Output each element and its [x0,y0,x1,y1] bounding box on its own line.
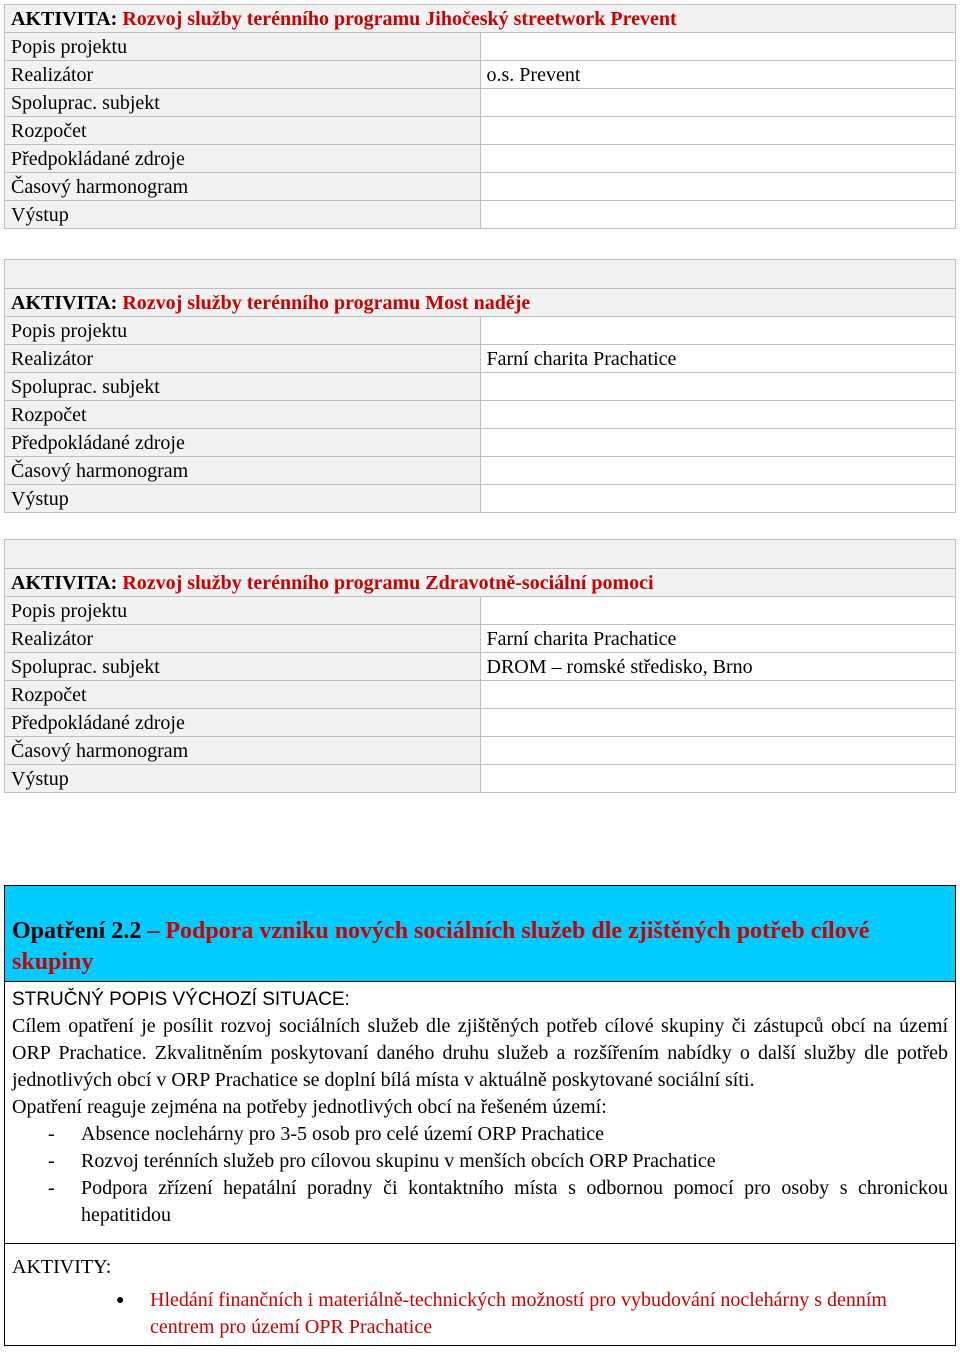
label-spoluprac: Spoluprac. subjekt [5,89,481,117]
activity-table-2 [4,259,956,513]
row-popis [5,33,956,61]
value-popis [480,33,956,61]
label-realizator: Realizátor [5,625,481,653]
value-zdroje [480,709,956,737]
activity-header [5,289,956,317]
label-vystup: Výstup [5,765,481,793]
row-spoluprac [5,653,956,681]
activity-header [5,569,956,597]
label-zdroje: Předpokládané zdroje [5,709,481,737]
measure-box [4,885,956,1346]
situation-paragraph: Cílem opatření je posílit rozvoj sociálních služeb dle zjištěných potřeb cílové skupiny či zástupců obcí na území ORP Prachatice. Zkvalitněním poskytovaní daného druhu služeb a rozšířením nabídky o další služby dle potřeb jednotlivých obcí v ORP Prachatice se doplní bílá místa v aktuálně poskytované sociální síti. [12,1015,948,1091]
value-harmonogram [480,457,956,485]
activity-header [5,5,956,33]
activity-title: Rozvoj služby terénního programu Zdravotně-sociální pomoci [122,571,654,594]
list-item: - Rozvoj terénních služeb pro cílovou skupinu v menších obcích ORP Prachatice [12,1148,948,1175]
value-zdroje [480,145,956,173]
label-zdroje: Předpokládané zdroje [5,429,481,457]
row-zdroje [5,709,956,737]
row-harmonogram [5,737,956,765]
activity-title: Rozvoj služby terénního programu Jihočeský streetwork Prevent [122,7,677,30]
activity-prefix: AKTIVITA: [11,291,118,314]
row-spoluprac [5,373,956,401]
value-vystup [480,765,956,793]
row-rozpocet [5,401,956,429]
value-vystup [480,485,956,513]
label-zdroje: Předpokládané zdroje [5,145,481,173]
activity-table-1 [4,4,956,229]
value-rozpocet [480,401,956,429]
row-spoluprac [5,89,956,117]
row-vystup [5,201,956,229]
row-realizator [5,61,956,89]
value-popis [480,317,956,345]
row-zdroje [5,145,956,173]
spacer [4,793,956,885]
label-realizator: Realizátor [5,345,481,373]
row-realizator [5,345,956,373]
value-realizator: Farní charita Prachatice [480,625,956,653]
list-item: - Podpora zřízení hepatální poradny či kontaktního místa s odbornou pomocí pro osoby s chronickou hepatitidou [12,1175,948,1229]
value-spoluprac: DROM – romské středisko, Brno [480,653,956,681]
value-rozpocet [480,117,956,145]
measure-header [5,886,955,982]
activity-title: Rozvoj služby terénního programu Most naděje [122,291,531,314]
value-realizator: Farní charita Prachatice [480,345,956,373]
needs-intro: Opatření reaguje zejména na potřeby jednotlivých obcí na řešeném území: [12,1096,607,1118]
needs-list [12,1121,948,1229]
value-harmonogram [480,173,956,201]
value-harmonogram [480,737,956,765]
value-rozpocet [480,681,956,709]
activities-heading: AKTIVITY: [12,1256,112,1278]
activity-table-3 [4,539,956,793]
label-realizator: Realizátor [5,61,481,89]
row-rozpocet [5,681,956,709]
row-popis [5,597,956,625]
label-harmonogram: Časový harmonogram [5,173,481,201]
row-rozpocet [5,117,956,145]
row-realizator [5,625,956,653]
label-rozpocet: Rozpočet [5,117,481,145]
row-harmonogram [5,457,956,485]
document-page [4,4,956,1346]
label-vystup: Výstup [5,485,481,513]
label-popis: Popis projektu [5,317,481,345]
row-vystup [5,765,956,793]
list-item: ● Hledání finančních i materiálně-technických možností pro vybudování noclehárny s denním centrem pro území OPR Prachatice [12,1287,948,1341]
label-rozpocet: Rozpočet [5,681,481,709]
label-vystup: Výstup [5,201,481,229]
row-harmonogram [5,173,956,201]
row-zdroje [5,429,956,457]
spacer [12,1229,948,1243]
label-harmonogram: Časový harmonogram [5,457,481,485]
label-popis: Popis projektu [5,33,481,61]
label-harmonogram: Časový harmonogram [5,737,481,765]
measure-number: Opatření 2.2 [12,918,142,944]
label-spoluprac: Spoluprac. subjekt [5,653,481,681]
row-popis [5,317,956,345]
activity-header-spacer [5,540,956,569]
activity-prefix: AKTIVITA: [11,571,118,594]
label-rozpocet: Rozpočet [5,401,481,429]
list-item: - Absence noclehárny pro 3-5 osob pro celé území ORP Prachatice [12,1121,948,1148]
activities-list [12,1287,948,1341]
activity-header-spacer [5,260,956,289]
value-popis [480,597,956,625]
row-vystup [5,485,956,513]
value-spoluprac [480,89,956,117]
value-spoluprac [480,373,956,401]
value-realizator: o.s. Prevent [480,61,956,89]
activity-prefix: AKTIVITA: [11,7,118,30]
activities-box [5,1243,955,1345]
label-spoluprac: Spoluprac. subjekt [5,373,481,401]
value-zdroje [480,429,956,457]
spacer [4,229,956,259]
situation-heading: STRUČNÝ POPIS VÝCHOZÍ SITUACE: [12,989,350,1010]
spacer [4,513,956,539]
measure-body [5,982,955,1243]
value-vystup [480,201,956,229]
measure-title: – Podpora vzniku nových sociálních služeb dle zjištěných potřeb cílové skupiny [12,918,870,975]
label-popis: Popis projektu [5,597,481,625]
